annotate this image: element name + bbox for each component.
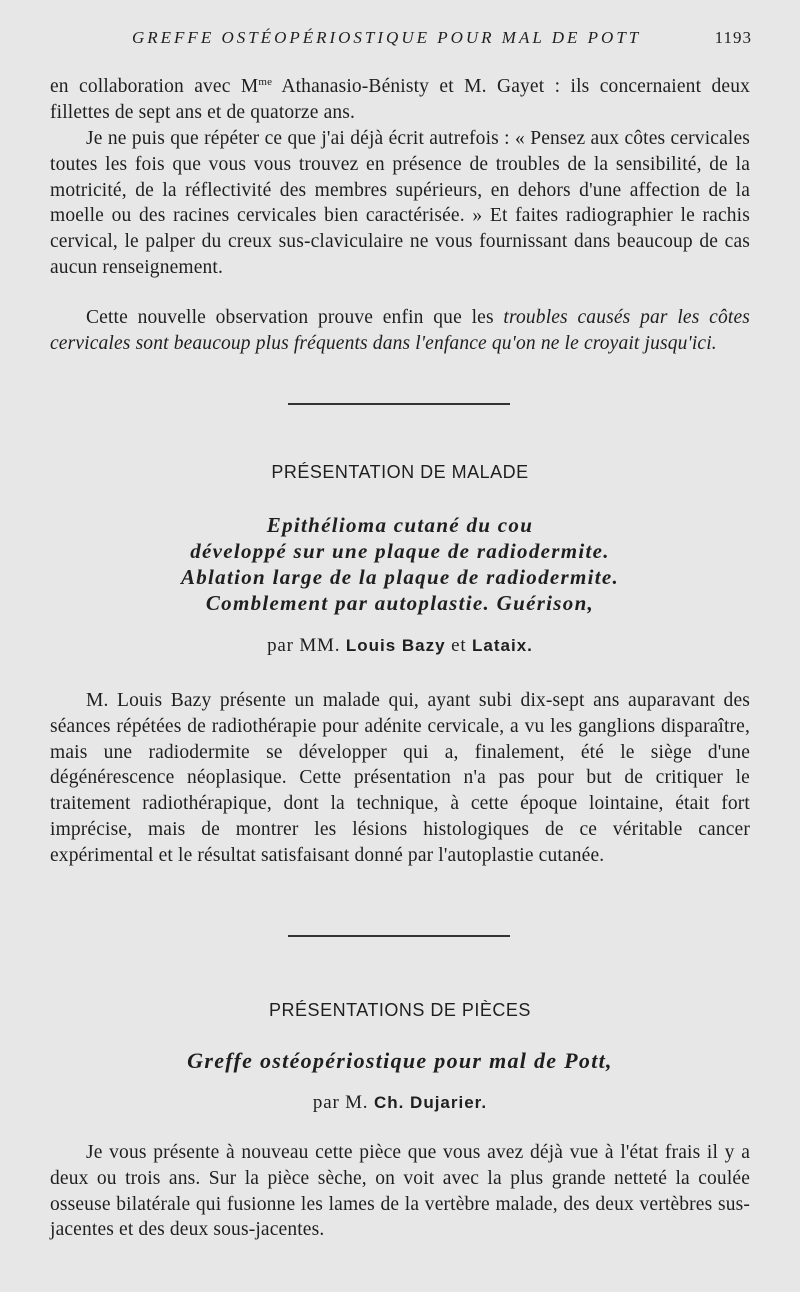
running-header: [132, 28, 752, 48]
intro-paragraph-1: [50, 74, 750, 126]
author-name: Ch. Dujarier.: [373, 1093, 488, 1112]
intro-paragraph-3: [50, 305, 750, 357]
intro-p3-text: Cette nouvelle observation prouve enfin que les: [86, 307, 504, 328]
intro-p3-emphasis: troubles causés par les côtes cervicales sont beaucoup plus fréquents dans l'enfance qu'on ne le croyait jusqu'ici.: [50, 307, 750, 354]
section1-body-text: M. Louis Bazy présente un malade qui, ayant subi dix-sept ans auparavant des séances répétées de radiothérapie pour adénite cervicale, a vu les ganglions disparaître, mais une radiodermite se développer qui a, finalement, été le siège d'une dégénérescence néoplasique. Cette présentation n'a pas pour but de critiquer le traitement radiothérapique, dont la technique, à cette époque lointaine, était fort imprécise, mais de montrer les lésions histologiques de ce véritable cancer expérimental et le résultat satisfaisant donné par l'autoplastie cutanée.: [50, 690, 750, 866]
article-title-2: Greffe ostéopériostique pour mal de Pott,: [187, 1048, 613, 1073]
article-title-line-3: Ablation large de la plaque de radiodermite.: [180, 565, 620, 589]
section-heading-malade: PRÉSENTATION DE MALADE: [271, 462, 529, 482]
intro-p1-superscript: me: [258, 76, 273, 88]
intro-paragraph-2: [50, 126, 750, 281]
page-number: 1193: [714, 28, 752, 47]
article-byline-1: [0, 635, 800, 657]
article-title-line-1: Epithélioma cutané du cou: [266, 513, 534, 537]
section-divider-1: [288, 403, 510, 405]
byline-joiner: et: [451, 635, 467, 656]
author-name: Louis Bazy: [345, 636, 446, 655]
article-title-line-4: Comblement par autoplastie. Guérison,: [205, 591, 595, 615]
section2-body-text: Je vous présente à nouveau cette pièce que vous avez déjà vue à l'état frais il y a deux ou trois ans. Sur la pièce sèche, on voit avec la plus grande netteté la coulée osseuse bilatérale qui fusionne les lames de la vertèbre malade, des deux vertèbres sus-jacentes et des deux sous-jacentes.: [50, 1142, 750, 1241]
byline-prefix: par MM.: [267, 635, 341, 656]
running-title: GREFFE OSTÉOPÉRIOSTIQUE POUR MAL DE POTT: [132, 28, 642, 47]
section-heading-pieces: PRÉSENTATIONS DE PIÈCES: [269, 1000, 531, 1020]
byline-prefix: par M.: [312, 1092, 369, 1113]
section-divider-2: [288, 935, 510, 937]
section2-body: [50, 1140, 750, 1243]
article-byline-2: [0, 1092, 800, 1114]
intro-p2-text: Je ne puis que répéter ce que j'ai déjà écrit autrefois : « Pensez aux côtes cervicales toutes les fois que vous vous trouvez en présence de troubles de la sensibilité, de la motricité, de la réflectivité des membres supérieurs, en dehors d'une affection de la moelle ou des racines cervicales bien caractérisée. » Et faites radiographier le rachis cervical, le palper du creux sus-claviculaire ne vous fournissant dans beaucoup de cas aucun renseignement.: [50, 128, 750, 278]
author-name: Lataix.: [472, 636, 533, 655]
intro-p1-text-a: en collaboration avec M: [50, 76, 259, 97]
section1-body: [50, 688, 750, 869]
intro-p1-text-b: Athanasio-Bénisty et M. Gayet : ils concernaient deux fillettes de sept ans et de quatorze ans.: [50, 76, 750, 123]
article-title-line-2: développé sur une plaque de radiodermite.: [190, 539, 610, 563]
